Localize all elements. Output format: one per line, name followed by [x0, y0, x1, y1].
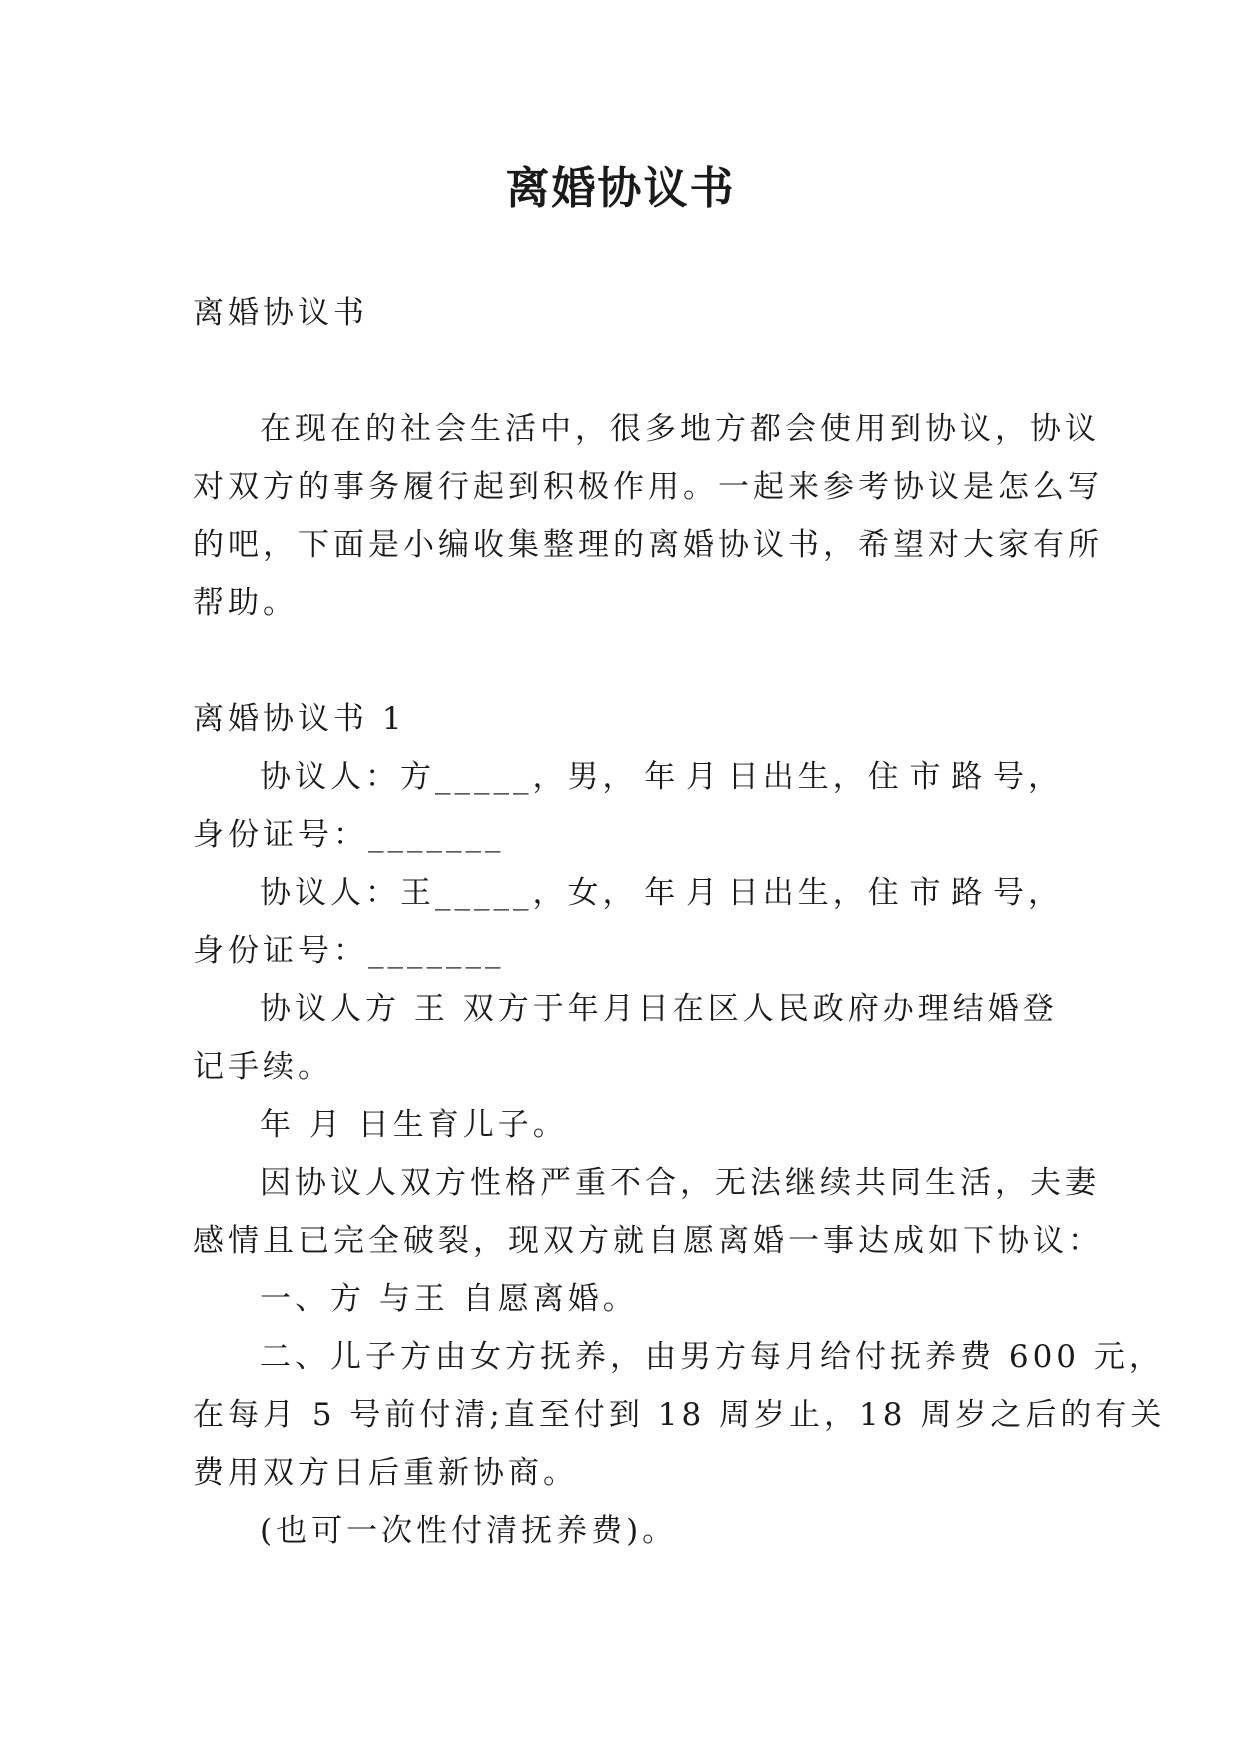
party1-segment: 日出生，住: [727, 759, 903, 795]
clause2-line: 二、儿子方由女方抚养，由男方每月给付抚养费 600 元，: [260, 1339, 1164, 1375]
party1-segment: 年: [644, 759, 680, 795]
spacer: [193, 632, 1063, 690]
party2-segment: 日出生，住: [727, 875, 903, 911]
party2-segment: 协议人：王_____，女，: [260, 875, 638, 911]
party2-segment: 年: [644, 875, 680, 911]
intro-line: 在现在的社会生活中，很多地方都会使用到协议，协议: [260, 411, 1100, 447]
marriage-line: 记手续。: [193, 1049, 333, 1085]
intro-line: 的吧，下面是小编收集整理的离婚协议书，希望对大家有所: [193, 527, 1103, 563]
birth-line: 年 月 日生育儿子。: [260, 1107, 568, 1143]
note-line: (也可一次性付清抚养费)。: [260, 1513, 678, 1549]
clause2-line: 在每月 5 号前付清;直至付到 18 周岁止，18 周岁之后的有关: [193, 1397, 1166, 1433]
document-body: [193, 284, 1166, 1560]
reason-line: 因协议人双方性格严重不合，无法继续共同生活，夫妻: [260, 1165, 1100, 1201]
party2-line: [193, 864, 1063, 922]
intro-line: 对双方的事务履行起到积极作用。一起来参考协议是怎么写: [193, 469, 1103, 505]
party1-segment: 市: [909, 759, 945, 795]
party1-segment: 路: [951, 759, 987, 795]
party2-segment: 号，: [993, 875, 1063, 911]
clause1-line: 一、方 与王 自愿离婚。: [260, 1281, 638, 1317]
party1-segment: 月: [686, 759, 721, 795]
party2-segment: 路: [951, 875, 987, 911]
document-title: 离婚协议书: [505, 163, 736, 214]
spacer: [193, 342, 1063, 400]
clause2-line: 费用双方日后重新协商。: [193, 1455, 578, 1491]
party1-segment: 协议人：方_____，男，: [260, 759, 638, 795]
party2-segment: 市: [909, 875, 945, 911]
section-heading: 离婚协议书 1: [193, 701, 406, 737]
document-subtitle: 离婚协议书: [193, 295, 368, 331]
reason-line: 感情且已完全破裂，现双方就自愿离婚一事达成如下协议：: [193, 1223, 1103, 1259]
party1-id-line: 身份证号：_______: [193, 817, 505, 853]
party1-line: [193, 748, 1063, 806]
party1-segment: 号，: [993, 759, 1063, 795]
party2-segment: 月: [686, 875, 721, 911]
intro-line: 帮助。: [193, 585, 298, 621]
party2-id-line: 身份证号：_______: [193, 933, 505, 969]
marriage-line: 协议人方 王 双方于年月日在区人民政府办理结婚登: [260, 991, 1058, 1027]
